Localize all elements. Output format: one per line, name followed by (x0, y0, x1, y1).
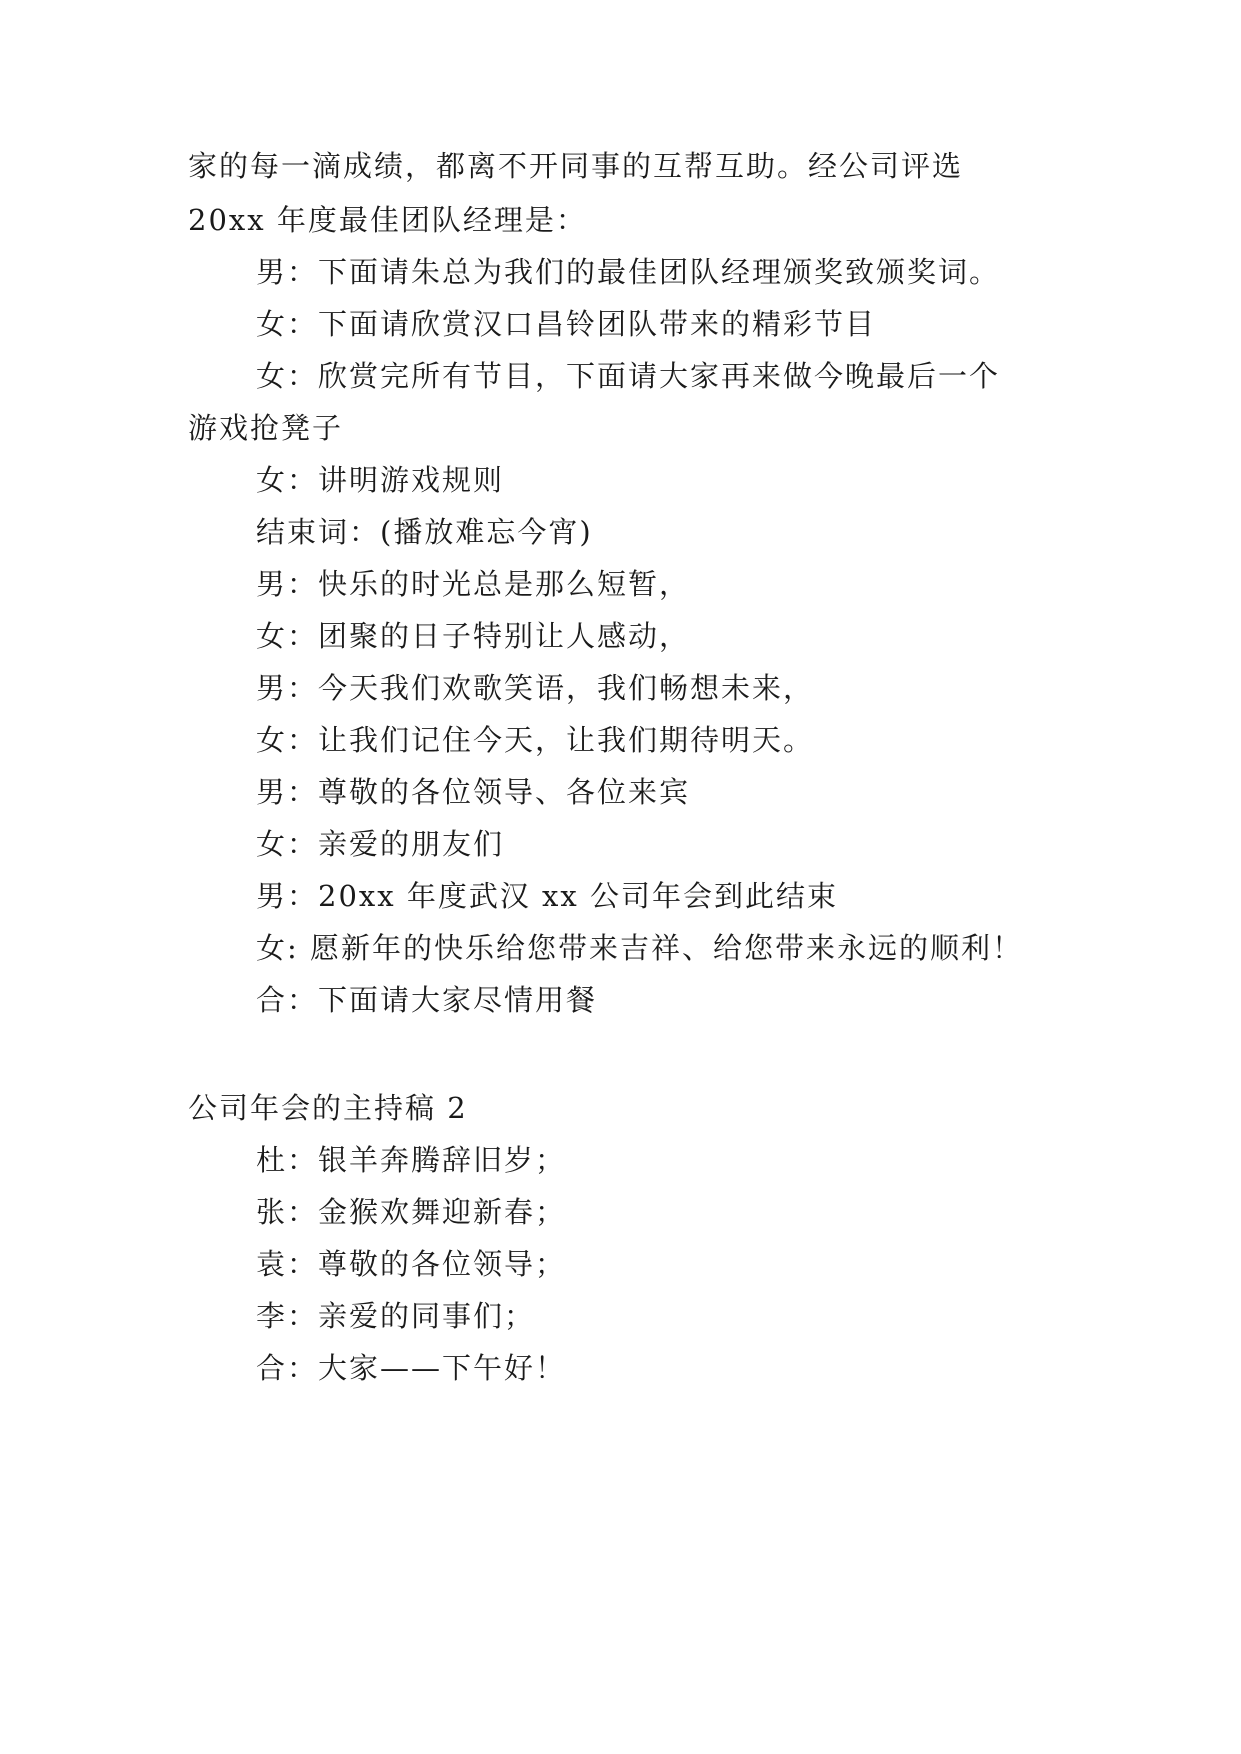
dialogue-line: 张：金猴欢舞迎新春； (256, 1195, 567, 1229)
dialogue-line: 结束词：(播放难忘今宵) (256, 515, 593, 549)
dialogue-line: 男：尊敬的各位领导、各位来宾 (256, 775, 691, 809)
dialogue-line: 女：下面请欣赏汉口昌铃团队带来的精彩节目 (256, 307, 877, 341)
dialogue-line: 女：亲爱的朋友们 (256, 827, 505, 861)
dialogue-line: 合：大家——下午好！ (256, 1351, 567, 1385)
dialogue-line: 女：讲明游戏规则 (256, 463, 505, 497)
dialogue-line: 男：20xx 年度武汉 xx 公司年会到此结束 (256, 879, 838, 913)
section-title: 公司年会的主持稿 2 (188, 1091, 468, 1125)
dialogue-line: 女: 愿新年的快乐给您带来吉祥、给您带来永远的顺利！ (256, 931, 1023, 965)
dialogue-line: 袁：尊敬的各位领导； (256, 1247, 567, 1281)
paragraph-line: 家的每一滴成绩，都离不开同事的互帮互助。经公司评选 (188, 149, 964, 183)
paragraph-line: 20xx 年度最佳团队经理是： (188, 203, 587, 237)
dialogue-line: 女：让我们记住今天，让我们期待明天。 (256, 723, 815, 757)
paragraph-line: 游戏抢凳子 (188, 411, 344, 445)
dialogue-line: 李：亲爱的同事们； (256, 1299, 536, 1333)
dialogue-line: 合：下面请大家尽情用餐 (256, 983, 598, 1017)
dialogue-line: 男：今天我们欢歌笑语，我们畅想未来， (256, 671, 815, 705)
dialogue-line: 男：快乐的时光总是那么短暂， (256, 567, 691, 601)
dialogue-line: 杜：银羊奔腾辞旧岁； (256, 1143, 567, 1177)
dialogue-line: 女：欣赏完所有节目，下面请大家再来做今晚最后一个 (256, 359, 1001, 393)
dialogue-line: 女：团聚的日子特别让人感动， (256, 619, 691, 653)
dialogue-line: 男：下面请朱总为我们的最佳团队经理颁奖致颁奖词。 (256, 255, 1001, 289)
